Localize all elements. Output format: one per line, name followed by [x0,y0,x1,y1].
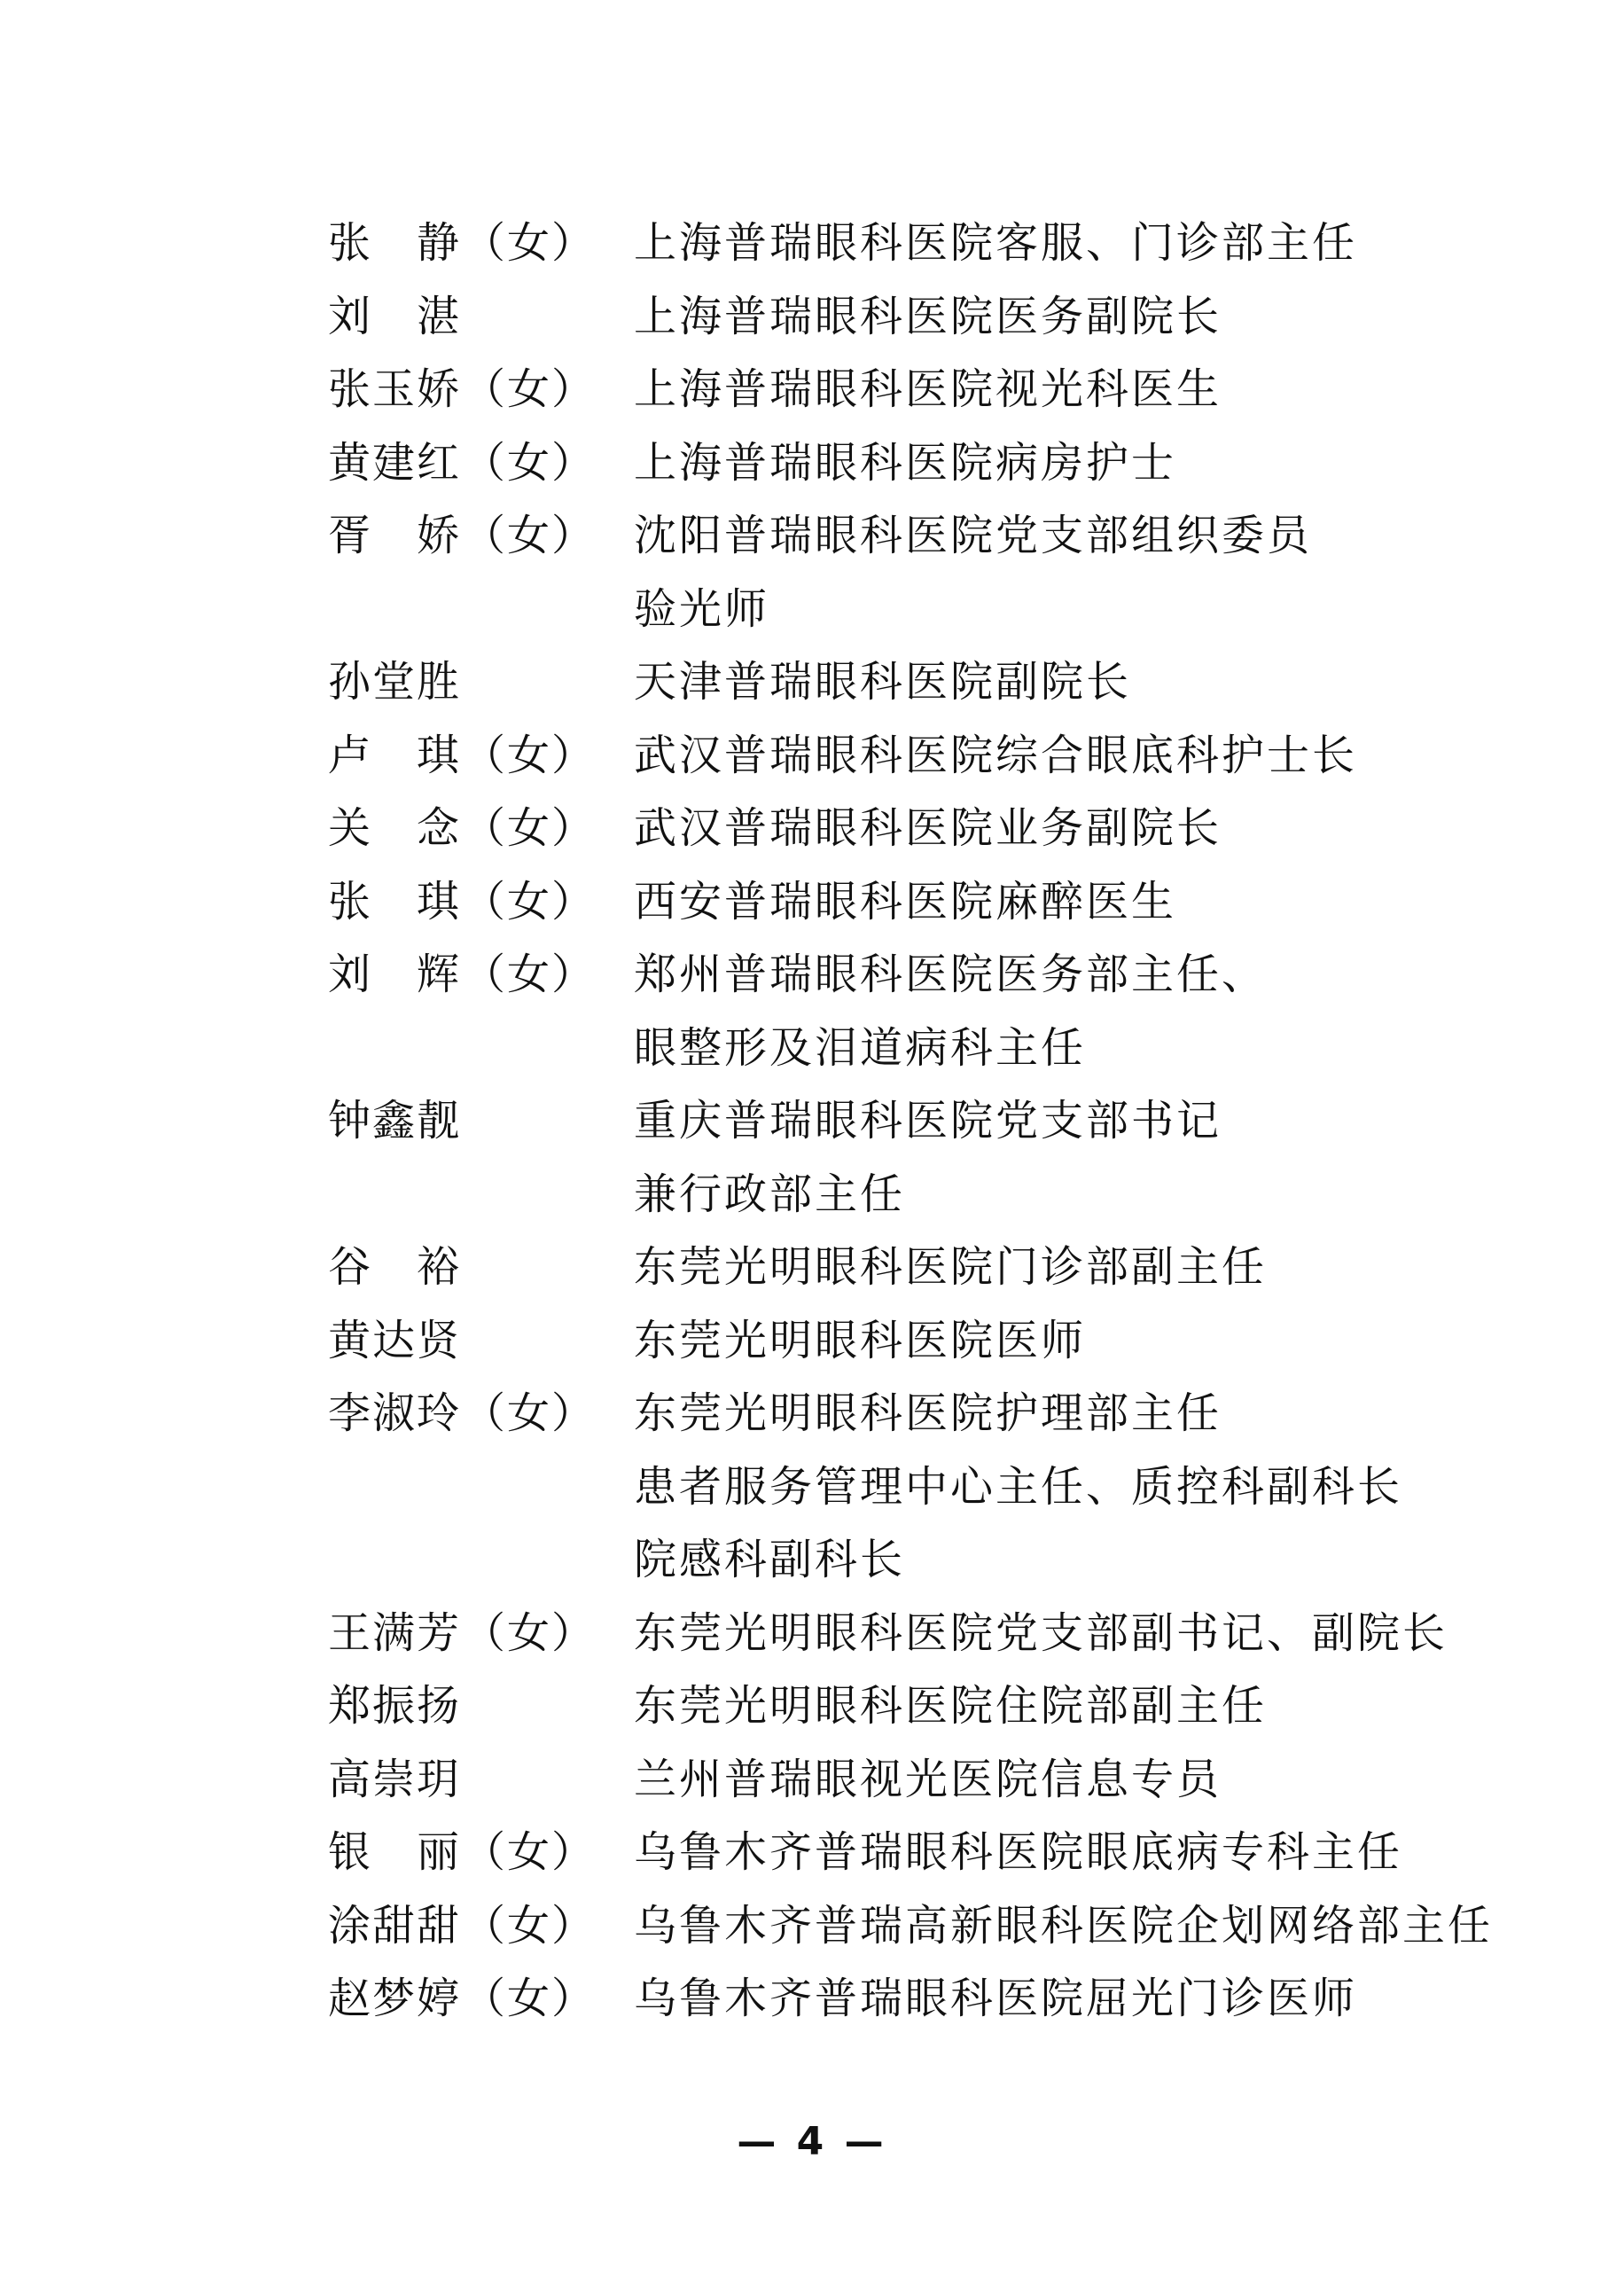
entry-first-line [328,280,1480,354]
person-name: 关 念 [328,803,462,853]
person-name: 赵梦婷 [328,1974,462,2023]
list-item [328,938,1480,1084]
position-title: 上海普瑞眼科医院客服、门诊部主任 [634,218,1358,268]
position-title: 验光师 [634,583,770,634]
position-title: 天津普瑞眼科医院副院长 [634,657,1132,707]
gender-note: （女） [463,876,597,927]
list-item [328,1231,1480,1304]
gender-note: （女） [463,511,597,560]
entry-continuation-line [328,1450,1480,1524]
list-item [328,499,1480,645]
entry-first-line [328,1669,1480,1743]
entry-first-line [328,938,1480,1012]
list-item [328,1889,1494,1963]
gender-note: （女） [463,1827,597,1877]
list-item [328,1962,1480,2036]
entry-continuation-line [328,573,1480,646]
gender-note: （女） [463,364,597,414]
person-name: 李淑玲 [328,1388,462,1438]
position-title: 兼行政部主任 [634,1169,906,1219]
person-name: 卢 琪 [328,730,462,780]
entry-first-line [328,1889,1494,1963]
position-title: 东莞光明眼科医院党支部副书记、副院长 [634,1607,1448,1658]
list-item [328,207,1480,280]
person-name: 孙堂胜 [328,657,462,707]
position-title: 武汉普瑞眼科医院综合眼底科护士长 [634,730,1358,780]
person-name: 谷 裕 [328,1242,462,1292]
position-title: 东莞光明眼科医院护理部主任 [634,1388,1222,1438]
list-item [328,353,1480,426]
list-item [328,280,1480,354]
entry-first-line [328,426,1480,500]
position-title: 沈阳普瑞眼科医院党支部组织委员 [634,511,1313,560]
entry-first-line [328,792,1480,865]
position-title: 东莞光明眼科医院住院部副主任 [634,1681,1268,1731]
gender-note: （女） [463,1388,597,1438]
list-item [328,719,1480,793]
gender-note: （女） [463,803,597,853]
person-name: 刘 辉 [328,950,462,999]
gender-note: （女） [463,1607,597,1658]
honoree-list [328,207,1494,2036]
entry-first-line [328,353,1480,426]
entry-first-line [328,865,1480,939]
position-title: 院感科副科长 [634,1535,906,1584]
position-title: 武汉普瑞眼科医院业务副院长 [634,803,1222,853]
gender-note: （女） [463,1900,597,1951]
entry-first-line [328,1962,1480,2036]
list-item [328,1669,1480,1743]
list-item [328,792,1480,865]
list-item [328,1597,1480,1670]
list-item [328,865,1480,939]
entry-first-line [328,1084,1480,1158]
entry-continuation-line [328,1158,1480,1232]
position-title: 乌鲁木齐普瑞高新眼科医院企划网络部主任 [634,1900,1494,1951]
page-number: — 4 — [737,2119,887,2164]
gender-note: （女） [463,218,597,268]
gender-note: （女） [463,1974,597,2023]
person-name: 刘 湛 [328,291,462,341]
person-name: 王满芳 [328,1607,462,1658]
list-item [328,1743,1480,1817]
position-title: 乌鲁木齐普瑞眼科医院眼底病专科主任 [634,1827,1403,1877]
gender-note: （女） [463,950,597,999]
entry-first-line [328,645,1480,719]
entry-first-line [328,499,1480,573]
entry-first-line [328,1231,1480,1304]
position-title: 东莞光明眼科医院门诊部副主任 [634,1242,1268,1292]
gender-note: （女） [463,730,597,780]
position-title: 上海普瑞眼科医院病房护士 [634,437,1177,488]
position-title: 西安普瑞眼科医院麻醉医生 [634,876,1177,927]
list-item [328,1377,1480,1597]
entry-first-line [328,207,1480,280]
position-title: 眼整形及泪道病科主任 [634,1022,1087,1073]
entry-first-line [328,1743,1480,1817]
entry-first-line [328,1597,1480,1670]
entry-first-line [328,719,1480,793]
person-name: 张玉娇 [328,364,462,414]
position-title: 东莞光明眼科医院医师 [634,1315,1087,1365]
person-name: 张 琪 [328,876,462,927]
gender-note: （女） [463,437,597,488]
person-name: 高崇玥 [328,1754,462,1804]
position-title: 上海普瑞眼科医院视光科医生 [634,364,1222,414]
person-name: 张 静 [328,218,462,268]
position-title: 乌鲁木齐普瑞眼科医院屈光门诊医师 [634,1974,1358,2023]
person-name: 胥 娇 [328,511,462,560]
list-item [328,1816,1480,1889]
position-title: 患者服务管理中心主任、质控科副科长 [634,1461,1403,1512]
position-title: 上海普瑞眼科医院医务副院长 [634,291,1222,341]
entry-first-line [328,1377,1480,1450]
person-name: 黄达贤 [328,1315,462,1365]
position-title: 重庆普瑞眼科医院党支部书记 [634,1096,1222,1146]
person-name: 涂甜甜 [328,1900,462,1951]
list-item [328,645,1480,719]
entry-continuation-line [328,1523,1480,1597]
list-item [328,1084,1480,1231]
position-title: 兰州普瑞眼视光医院信息专员 [634,1754,1222,1804]
person-name: 郑振扬 [328,1681,462,1731]
entry-first-line [328,1304,1480,1378]
entry-continuation-line [328,1012,1480,1085]
person-name: 黄建红 [328,437,462,488]
entry-first-line [328,1816,1480,1889]
list-item [328,1304,1480,1378]
list-item [328,426,1480,500]
person-name: 银 丽 [328,1827,462,1877]
person-name: 钟鑫靓 [328,1096,462,1146]
position-title: 郑州普瑞眼科医院医务部主任、 [634,950,1268,999]
